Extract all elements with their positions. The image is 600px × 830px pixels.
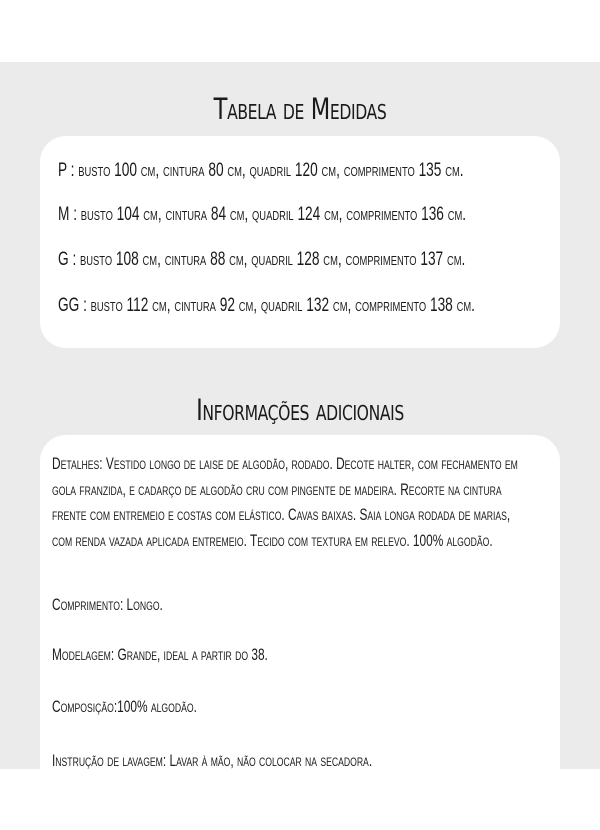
size-row-gg: GG : busto 112 cm, cintura 92 cm, quadril 132 cm, comprimento 138 cm.	[58, 295, 475, 316]
composition-paragraph: Composição:100% algodão.	[52, 698, 197, 716]
product-details-panel	[0, 62, 600, 769]
measures-card	[40, 136, 560, 348]
measures-title: Tabela de Medidas	[213, 92, 387, 126]
size-row-g: G : busto 108 cm, cintura 88 cm, quadril 128 cm, comprimento 137 cm.	[58, 249, 466, 270]
fit-paragraph: Modelagem: Grande, ideal a partir do 38.	[52, 646, 268, 664]
length-paragraph: Comprimento: Longo.	[52, 596, 163, 614]
size-row-p: P : busto 100 cm, cintura 80 cm, quadril 120 cm, comprimento 135 cm.	[58, 160, 464, 181]
washing-paragraph: Instrução de lavagem: Lavar à mão, não colocar na secadora.	[52, 752, 373, 769]
details-paragraph: Detalhes: Vestido longo de laise de algodão, rodado. Decote halter, com fechamento em gola franzida, e cadarço de algodão cru com pingente de madeira. Recorte na cintura frente com entremeio e costas com elástico. Cavas baixas. Saia longa rodada de marias, com renda vazada aplicada entremeio. Tecido com textura em relevo. 100% algodão.	[52, 455, 518, 550]
info-title: Informações adicionais	[196, 393, 404, 427]
info-card	[40, 435, 560, 769]
size-row-m: M : busto 104 cm, cintura 84 cm, quadril 124 cm, comprimento 136 cm.	[58, 204, 467, 225]
